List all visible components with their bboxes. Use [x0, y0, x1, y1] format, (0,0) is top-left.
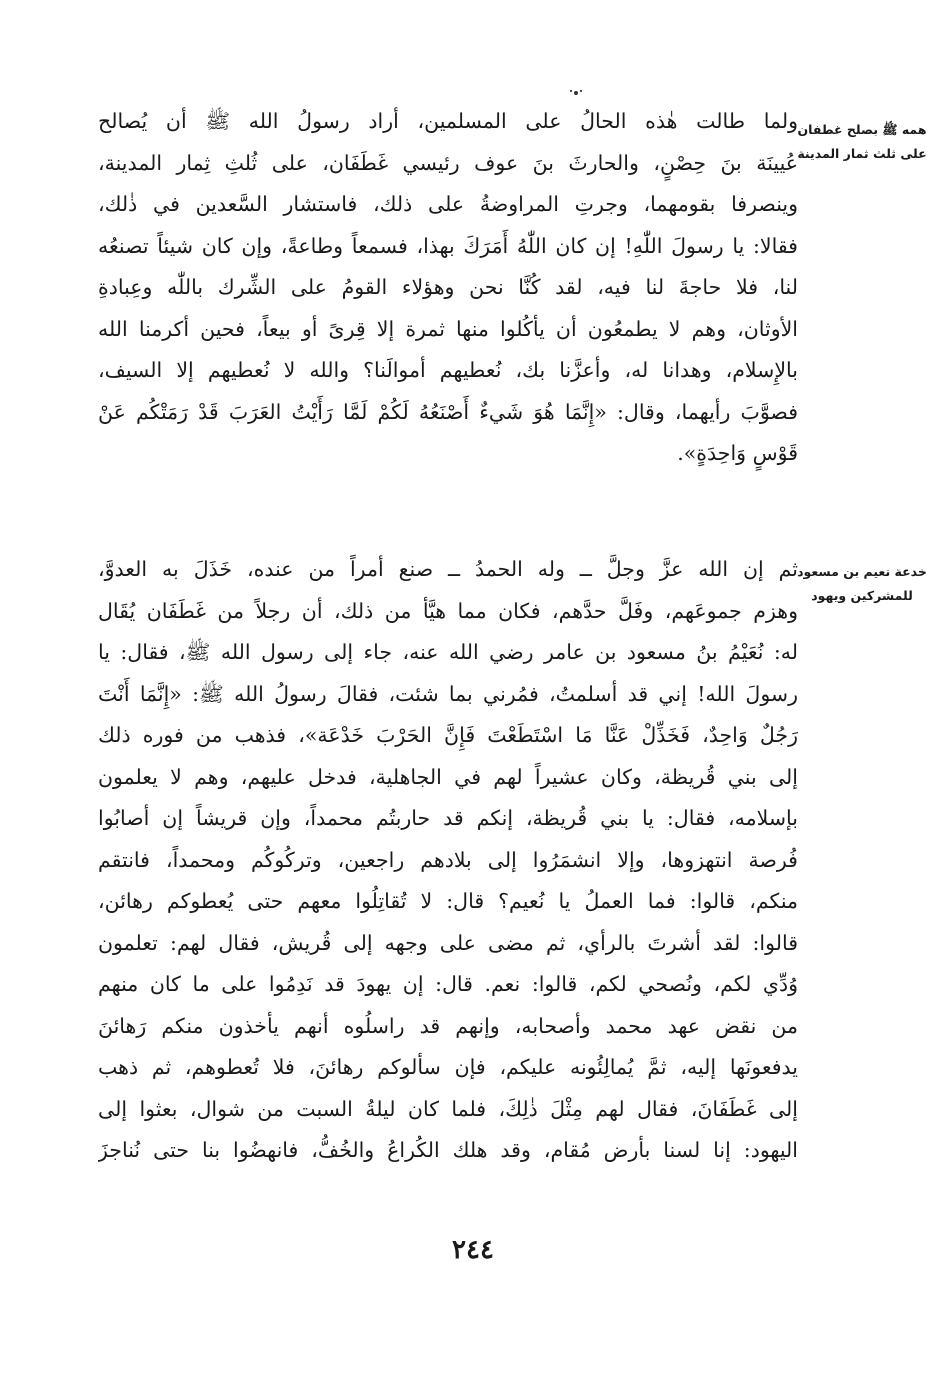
text-line: رَجُلٌ وَاحِدٌ، فَخَذِّلْ عَنَّا مَا اسْتَطَعْتَ فَإِنَّ الحَرْبَ خَدْعَة»، فذهب من فوره ذلك	[98, 723, 798, 747]
margin-note-nuaym-stratagem	[792, 560, 932, 608]
margin-note-line: للمشركين ويهود	[811, 588, 913, 603]
text-line: فُرصة انتهزوها، وإلا انشمَرُوا إلى بلادهم راجعين، وتركُوكُم ومحمداً، فانتقم	[98, 847, 798, 872]
text-line: من نقض عهد محمد وأصحابه، وإنهم قد راسلُوه أنهم يأخذون منكم رَهائنَ	[98, 1013, 798, 1038]
text-line: إلى بني قُريظة، وكان عشيراً لهم في الجاهلية، فدخل عليهم، وهم لا يعلمون	[98, 764, 798, 789]
page-number: ٢٤٤	[452, 1235, 494, 1265]
text-line: الأوثان، وهم لا يطمعُون أن يأكُلوا منها ثمرة إلا قِرىً أو بيعاً، فحين أكرمنا الله	[98, 316, 798, 341]
paragraph-consultation	[98, 101, 798, 475]
text-line: لنا، فلا حاجةَ لنا فيه، لقد كُنَّا نحن وهؤلاء القومُ على الشِّرك باللّٰه وعِبادةِ	[98, 275, 798, 299]
text-line: قالوا: لقد أشرتَ بالرأي، ثم مضى على وجهه إلى قُريش، فقال لهم: تعلمون	[98, 930, 798, 955]
text-line: منكم، قالوا: فما العملُ يا نُعيم؟ قال: لا تُقاتِلُوا معهم حتى يُعطوكم رهائن،	[98, 889, 798, 913]
text-line: له: نُعَيْمُ بنُ مسعود بن عامر رضي الله عنه، جاء إلى رسول الله ﷺ، فقال: يا	[98, 640, 798, 664]
text-line: فصوَّبَ رأيهما، وقال: «إِنَّمَا هُوَ شَيءٌ أَصْنَعُهُ لَكُمْ لَمَّا رَأَيْتُ العَرَبَ قَدْ رَمَتْكُم عَنْ	[98, 399, 798, 424]
text-line: وينصرفا بقومهما، وجرتِ المراوضةُ على ذلك، فاستشار السَّعدين في ذٰلك،	[98, 192, 798, 216]
text-line: يدفعونَها إليه، ثمَّ يُمالِئُونه عليكم، فإن سألوكم رهائنَ، فلا تُعطوهم، ثم ذهب	[98, 1055, 798, 1079]
text-line: وهزم جموعَهم، وفَلَّ حدَّهم، فكان مما هيَّأ من ذلك، أن رجلاً من غَطَفَان يُقَال	[98, 598, 798, 623]
text-line: بإسلامه، فقال: يا بني قُريظة، إنكم قد حاربتُم محمداً، وإن قريشاً إن أصابُوا	[98, 806, 798, 830]
text-line: رسولَ الله! إني قد أسلمتُ، فمُرني بما شئت، فقالَ رسولُ الله ﷺ: «إِنَّمَا أَنْتَ	[98, 681, 798, 706]
margin-note-gatafan-truce	[792, 118, 932, 166]
text-line: اليهود: إنا لسنا بأرض مُقام، وقد هلك الكُراعُ والخُفُّ، فانهضُوا بنا حتى نُناجزَ	[98, 1138, 798, 1162]
margin-note-line: على ثلث ثمار المدينة	[797, 146, 927, 161]
text-line: ثم إن الله عزَّ وجلَّ ــ وله الحمدُ ــ صنع أمراً من عنده، خَذَلَ به العدوَّ،	[98, 557, 798, 581]
margin-note-line: خدعة نعيم بن مسعود	[797, 564, 927, 579]
margin-note-line: همه ﷺ بصلح غطفان	[797, 122, 927, 137]
text-line: إلى غَطَفَانَ، فقال لهم مِثْلَ ذٰلِكَ، فلما كان ليلةُ السبت من شوال، بعثوا إلى	[98, 1096, 798, 1121]
paragraph-nuaym	[98, 549, 798, 1172]
text-line: بالإِسلام، وهدانا له، وأعزَّنا بك، نُعطيهم أموالَنا؟ والله لا نُعطيهم إلا السيف،	[98, 358, 798, 382]
text-line: فقالا: يا رسولَ اللّٰهِ! إن كان اللّٰهُ أَمَرَكَ بهذا، فسمعاً وطاعةً، وإن كان شيئاً تصنعُه	[98, 233, 798, 258]
asterisk-mark-icon	[568, 88, 584, 98]
text-line: ولما طالت هٰذه الحالُ على المسلمين، أراد رسولُ الله ﷺ أن يُصالح	[98, 109, 798, 133]
text-line: قَوْسٍ وَاحِدَةٍ».	[677, 441, 798, 465]
text-line: عُيينَة بنَ حِصْنٍ، والحارثَ بنَ عوف رئيسي غَطَفَان، على ثُلثِ ثِمار المدينة،	[98, 150, 798, 175]
text-line: وُدِّي لكم، ونُصحي لكم، قالوا: نعم. قال: إن يهودَ قد نَدِمُوا على ما كان منهم	[98, 972, 798, 996]
